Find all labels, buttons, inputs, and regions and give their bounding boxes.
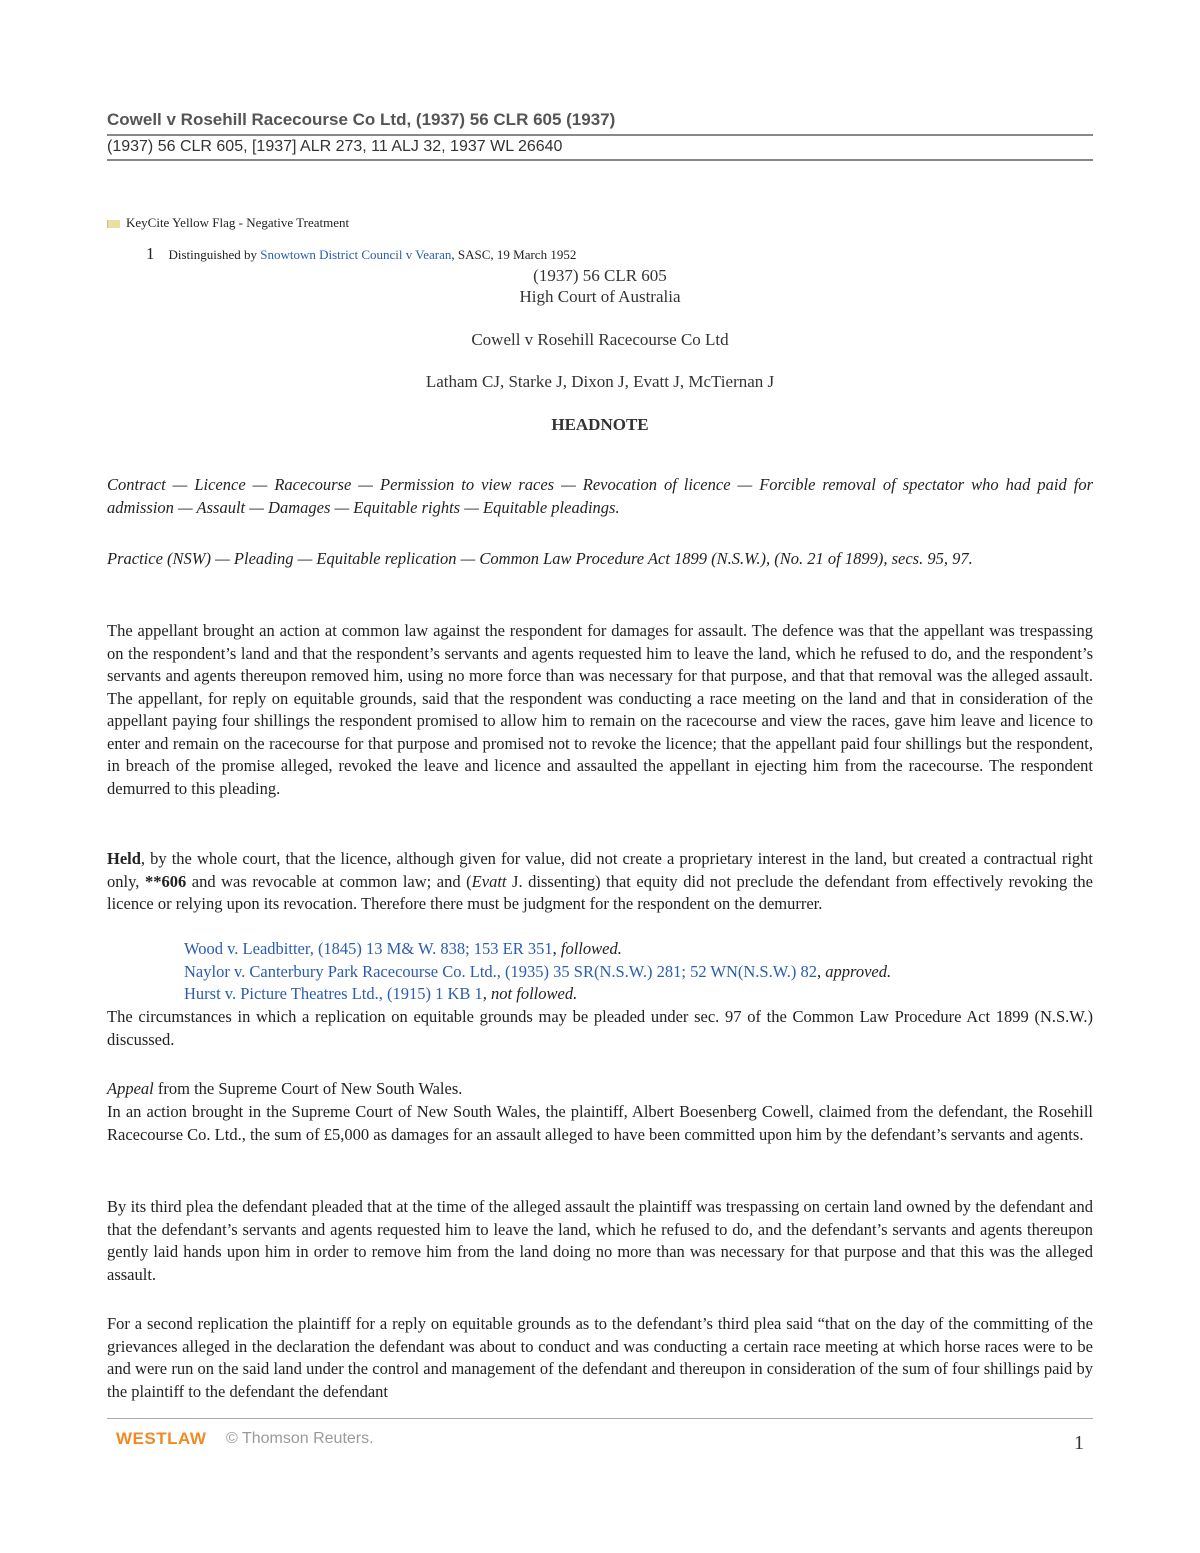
cited-case: Hurst v. Picture Theatres Ltd., (1915) 1 KB 1, not followed.: [184, 984, 578, 1003]
westlaw-logo: WESTLAW: [116, 1429, 207, 1448]
appeal-line: [107, 1078, 1093, 1101]
caption-citation: (1937) 56 CLR 605: [533, 266, 667, 285]
catchwords-practice: Practice (NSW) — Pleading — Equitable replication — Common Law Procedure Act 1899 (N.S.W.), (No. 21 of 1899), secs. 95, 97.: [107, 549, 973, 568]
parallel-citations: (1937) 56 CLR 605, [1937] ALR 273, 11 ALJ 32, 1937 WL 26640: [107, 138, 1093, 161]
keycite-case-link[interactable]: Snowtown District Council v Vearan: [260, 247, 452, 262]
caption-judges: Latham CJ, Starke J, Dixon J, Evatt J, McTiernan J: [425, 372, 775, 391]
page-marker: **606: [144, 871, 187, 891]
circumstances-paragraph: The circumstances in which a replication on equitable grounds may be pleaded under sec. 97 of the Common Law Procedure Act 1899 (N.S.W.) discussed.: [107, 1007, 1093, 1049]
keycite-treatment: Distinguished by: [168, 247, 257, 262]
cited-case-link[interactable]: Wood v. Leadbitter, (1845) 13 M& W. 838; 153 ER 351: [184, 939, 553, 958]
keycite-flag[interactable]: [107, 215, 349, 231]
keycite-court-date: , SASC, 19 March 1952: [451, 247, 577, 262]
case-treatment: approved.: [825, 961, 892, 981]
cited-case: Naylor v. Canterbury Park Racecourse Co. Ltd., (1935) 35 SR(N.S.W.) 281; 52 WN(N.S.W.) 82, approved.: [184, 961, 892, 981]
held-paragraph: [107, 848, 1093, 916]
caption-court: High Court of Australia: [519, 287, 681, 306]
keycite-label: KeyCite Yellow Flag - Negative Treatment: [126, 215, 350, 230]
held-text-1: , by the whole court, that the licence, although given for value, did not create a proprietary interest in the land, but created a contractual right only,: [107, 849, 1093, 891]
case-treatment: followed.: [560, 939, 622, 958]
caption-case-name: Cowell v Rosehill Racecourse Co Ltd: [471, 330, 729, 349]
second-replication-paragraph: For a second replication the plaintiff for a reply on equitable grounds as to the defendant’s third plea said “that on the day of the committing of the grievances alleged in the declaration the defendant was about to conduct and was conducting a certain race meeting at which horse races were to be and were run on the said land under the control and management of the defendant and thereupon in consideration of the sum of four shillings paid by the plaintiff to the defendant the defendant: [107, 1314, 1093, 1401]
footer-divider: [107, 1418, 1093, 1419]
page-number: 1: [1074, 1432, 1084, 1454]
cited-case-link[interactable]: Naylor v. Canterbury Park Racecourse Co. Ltd., (1935) 35 SR(N.S.W.) 281; 52 WN(N.S.W.) 82: [184, 961, 818, 981]
held-label: Held: [107, 849, 141, 868]
footer-copyright: © Thomson Reuters.: [226, 1430, 374, 1447]
yellow-flag-icon: [107, 220, 120, 228]
keycite-treatment-entry: [146, 244, 576, 264]
appeal-label: Appeal: [107, 1079, 154, 1098]
case-treatment: not followed.: [491, 984, 578, 1003]
evatt-name: Evatt: [471, 871, 507, 891]
cited-cases-list: [184, 938, 891, 1006]
keycite-item-number: 1: [146, 244, 155, 263]
cited-case: Wood v. Leadbitter, (1845) 13 M& W. 838; 153 ER 351, followed.: [184, 939, 622, 958]
held-text-3: J. dissenting) that equity did not preclude the defendant from effectively revoking the licence or relying upon its revocation. Therefore there must be judgment for the respondent on the demurrer.: [107, 871, 1094, 913]
headnote-summary: The appellant brought an action at common law against the respondent for damages for assault. The defence was that the appellant was trespassing on the respondent’s land and that the respondent’s servants and agents requested him to leave the land, which he refused to do, and the respondent’s servants and agents thereupon removed him, using no more force than was necessary for that purpose, and that that removal was the alleged assault. The appellant, for reply on equitable grounds, said that the respondent was conducting a race meeting on the land and that in consideration of the appellant paying four shillings the respondent promised to allow him to remain on the racecourse and view the races, gave him leave and licence to enter and remain on the racecourse for that purpose and promised not to revoke the licence; that the appellant paid four shillings but the respondent, in breach of the promise alleged, revoked the leave and licence and assaulted the appellant in ejecting him from the racecourse. The respondent demurred to this pleading.: [107, 621, 1093, 798]
appeal-paragraph: In an action brought in the Supreme Court of New South Wales, the plaintiff, Albert Boesenberg Cowell, claimed from the defendant, the Rosehill Racecourse Co. Ltd., the sum of £5,000 as damages for an assault alleged to have been committed upon him by the defendant’s servants and agents.: [107, 1102, 1093, 1144]
held-text-2: and was revocable at common law; and (: [186, 871, 472, 891]
headnote-heading: HEADNOTE: [551, 415, 649, 434]
cited-case-link[interactable]: Hurst v. Picture Theatres Ltd., (1915) 1 KB 1: [184, 984, 483, 1003]
third-plea-paragraph: By its third plea the defendant pleaded that at the time of the alleged assault the plaintiff was trespassing on certain land owned by the defendant and that the defendant’s servants and agents requested him to leave the land, which he refused to do, and the defendant’s servants and agents thereupon gently laid hands upon him in order to remove him from the land doing no more than was necessary for that purpose and that this was the alleged assault.: [107, 1197, 1093, 1284]
appeal-rest: from the Supreme Court of New South Wales.: [153, 1079, 463, 1098]
catchwords-contract: Contract — Licence — Racecourse — Permission to view races — Revocation of licence — Forcible removal of spectator who had paid for admission — Assault — Damages — Equitable rights — Equitable pleadings.: [107, 475, 1093, 517]
document-title: Cowell v Rosehill Racecourse Co Ltd, (1937) 56 CLR 605 (1937): [107, 110, 1093, 136]
